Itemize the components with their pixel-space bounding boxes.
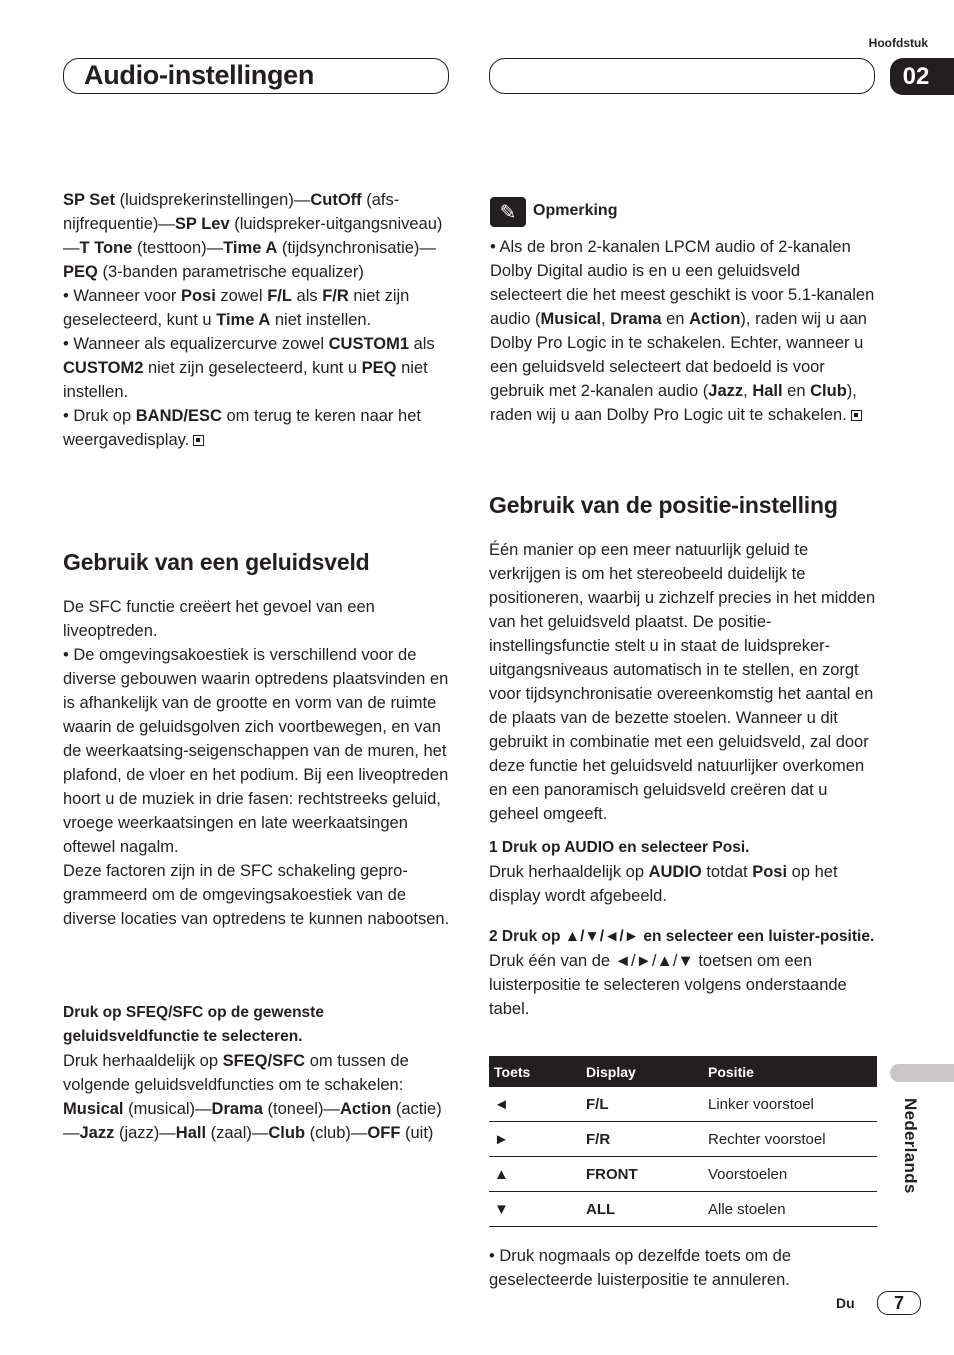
bullet-band-esc	[63, 404, 453, 452]
column-header: Toets	[489, 1056, 581, 1087]
table-row	[489, 1122, 877, 1157]
term: CUSTOM2	[63, 359, 144, 377]
table-header-row	[489, 1056, 877, 1087]
display-cell: F/R	[581, 1122, 703, 1157]
term: Hall	[175, 1124, 207, 1142]
end-icon	[851, 410, 862, 421]
term: CutOff	[310, 191, 362, 209]
text: • Wanneer als equalizercurve zowel	[63, 335, 329, 353]
text: niet zijn geselecteerd, kunt u	[63, 287, 410, 329]
key-cell: ▲	[489, 1157, 581, 1192]
column-header: Positie	[703, 1056, 877, 1087]
geluidsveld-body	[63, 595, 453, 931]
text: Druk herhaaldelijk op	[63, 1052, 223, 1070]
page-title: Audio-instellingen	[84, 60, 315, 90]
positie-body	[489, 538, 877, 826]
title-box	[63, 58, 449, 94]
position-cell: Linker voorstoel	[703, 1087, 877, 1122]
text: Druk herhaaldelijk op	[489, 863, 649, 881]
key-cell: ◄	[489, 1087, 581, 1122]
term: PEQ	[63, 263, 98, 281]
text: (club)—	[305, 1124, 368, 1142]
term: PEQ	[361, 359, 397, 377]
text: om tussen de volgende geluidsveldfuncties om te schakelen:	[63, 1052, 409, 1094]
section-title-geluidsveld: Gebruik van een geluidsveld	[63, 549, 370, 575]
display-cell: F/L	[581, 1087, 703, 1122]
text: (toneel)—	[262, 1100, 340, 1118]
term: Action	[339, 1100, 392, 1118]
text: als	[291, 287, 323, 305]
term: Musical	[63, 1100, 124, 1118]
text: • Als de bron 2-kanalen LPCM audio of 2-kanalen Dolby Digital audio is en u een geluidsveld selecteert die het meest geschikt is voor 5.1-kanalen audio (	[490, 238, 875, 328]
term: BAND/ESC	[135, 407, 222, 425]
position-cell: Voorstoelen	[703, 1157, 877, 1192]
positie-intro: Één manier op een meer natuurlijk geluid te verkrijgen is om het stereobeeld duidelijk te positioneren, waarbij u zichzelf precies in het midden van het geluidsveld plaatst. De positie-instellingsfunctie stelt u in staat de luidspreker-uitgangsniveaus automatisch in te stellen, en zorgt voor tijdsynchronisatie overeenkomstig het aantal en de plaats van de bezette stoelen. Wanneer u dit gebruikt in combinatie met een geluidsveld, zal door deze functie het geluidsveld natuurlijker overkomen en een panoramisch geluidsveld creëren dat u geheel omgeeft.	[489, 541, 876, 823]
sfeq-step	[63, 1001, 453, 1145]
page-number: 7	[877, 1291, 921, 1315]
text: als	[409, 335, 435, 353]
term: AUDIO	[648, 863, 702, 881]
term: Jazz	[79, 1124, 115, 1142]
term: Time A	[216, 311, 271, 329]
text: • Druk op	[63, 407, 136, 425]
term: Drama	[610, 310, 662, 328]
term: Club	[268, 1124, 306, 1142]
term: SP Lev	[174, 215, 230, 233]
text: niet instellen.	[63, 359, 428, 401]
display-cell: ALL	[581, 1192, 703, 1227]
text: en	[661, 310, 690, 328]
text: ,	[600, 310, 611, 328]
term: CUSTOM1	[328, 335, 409, 353]
text: totdat	[701, 863, 753, 881]
text: (afs-nijfrequentie)—	[63, 191, 400, 233]
end-icon	[193, 435, 204, 446]
left-column	[63, 188, 453, 452]
term: Posi	[752, 863, 788, 881]
term: Hall	[752, 382, 783, 400]
note-text	[490, 235, 876, 427]
chapter-number: 02	[890, 58, 954, 95]
term: Jazz	[708, 382, 744, 400]
step-heading: Druk op SFEQ/SFC op de gewenste geluidsveldfunctie te selecteren.	[63, 1004, 324, 1045]
key-cell: ▼	[489, 1192, 581, 1227]
term: SP Set	[63, 191, 115, 209]
bullet-text: • De omgevingsakoestiek is verschillend voor de diverse gebouwen waarin optredens plaatsvinden en is afhankelijk van de grootte en vorm van de ruimte waarin de geluidsgolven zich voortbewegen, en van de weerkaatsing-seigenschappen van de muren, het plafond, de vloer en het podium. Bij een liveoptreden hoort u de muziek in drie fasen: rechtstreeks geluid, vroege weerkaatsingen en late weerkaatsingen oftewel nagalm.	[63, 646, 449, 856]
chapter-label: Hoofdstuk	[868, 36, 928, 50]
header-empty-box	[489, 58, 875, 94]
bullet-posi	[63, 284, 453, 332]
note-body	[490, 235, 876, 427]
factors-text: Deze factoren zijn in de SFC schakeling gepro-grammeerd om de omgevingsakoestiek van de diverse locaties van optredens te kunnen nabootsen.	[63, 862, 450, 928]
text: niet zijn geselecteerd, kunt u	[143, 359, 362, 377]
term: Musical	[540, 310, 601, 328]
step2-heading: 2 Druk op ▲/▼/◄/► en selecteer een luister-positie.	[489, 928, 875, 945]
text: • Wanneer voor	[63, 287, 181, 305]
term: Posi	[180, 287, 216, 305]
text: op het display wordt afgebeeld.	[489, 863, 838, 905]
column-header: Display	[581, 1056, 703, 1087]
intro-text: De SFC functie creëert het gevoel van een liveoptreden.	[63, 598, 375, 640]
step2	[489, 925, 877, 1021]
bullet-equalizer	[63, 332, 453, 404]
final-bullet: • Druk nogmaals op dezelfde toets om de geselecteerde luisterpositie te annuleren.	[489, 1247, 792, 1289]
section-title-positie: Gebruik van de positie-instelling	[489, 492, 838, 518]
language-code: Du	[836, 1295, 855, 1311]
term: T Tone	[79, 239, 133, 257]
text: ,	[743, 382, 753, 400]
display-cell: FRONT	[581, 1157, 703, 1192]
term: OFF	[367, 1124, 401, 1142]
position-table	[489, 1056, 877, 1227]
position-cell: Rechter voorstoel	[703, 1122, 877, 1157]
table-row	[489, 1087, 877, 1122]
side-tab-bar	[890, 1064, 954, 1082]
text: (tijdsynchronisatie)—	[277, 239, 436, 257]
text: (luidspreker-uitgangsniveau)—	[63, 215, 443, 257]
text: (testtoon)—	[132, 239, 224, 257]
text: ), raden wij u aan Dolby Pro Logic in te schakelen. Echter, wanneer u een geluidsveld selecteert dat bedoeld is voor gebruik met 2-kanalen audio (	[490, 310, 867, 400]
text: (zaal)—	[206, 1124, 269, 1142]
text: niet instellen.	[270, 311, 372, 329]
term: Drama	[211, 1100, 263, 1118]
text: en	[782, 382, 811, 400]
term: SFEQ/SFC	[222, 1052, 306, 1070]
text: (actie)—	[63, 1100, 442, 1142]
term: F/R	[322, 287, 349, 305]
step1-body	[489, 860, 877, 908]
text: (luidsprekerinstellingen)—	[114, 191, 311, 209]
term: Club	[810, 382, 847, 400]
text: (3-banden parametrische equalizer)	[97, 263, 364, 281]
term: Action	[689, 310, 741, 328]
text: (musical)—	[123, 1100, 212, 1118]
text: om terug te keren naar het weergavedisplay.	[63, 407, 421, 449]
note-title: Opmerking	[533, 202, 618, 219]
text: zowel	[215, 287, 268, 305]
text: (jazz)—	[114, 1124, 176, 1142]
step2-body: Druk één van de ◄/►/▲/▼ toetsen om een luisterpositie te selecteren volgens onderstaande tabel.	[489, 952, 847, 1018]
text: (uit)	[400, 1124, 434, 1142]
final-note	[489, 1244, 877, 1292]
term: Time A	[223, 239, 278, 257]
step1	[489, 836, 877, 908]
table-row	[489, 1192, 877, 1227]
language-side-label: Nederlands	[901, 1098, 920, 1194]
term: F/L	[267, 287, 292, 305]
step1-heading: 1 Druk op AUDIO en selecteer Posi.	[489, 839, 750, 856]
text: ), raden wij u aan Dolby Pro Logic uit te schakelen.	[490, 382, 857, 424]
note-pencil-icon: ✎	[490, 197, 526, 227]
position-cell: Alle stoelen	[703, 1192, 877, 1227]
key-cell: ►	[489, 1122, 581, 1157]
step-body	[63, 1049, 453, 1145]
table-row	[489, 1157, 877, 1192]
sp-set-paragraph	[63, 188, 453, 284]
